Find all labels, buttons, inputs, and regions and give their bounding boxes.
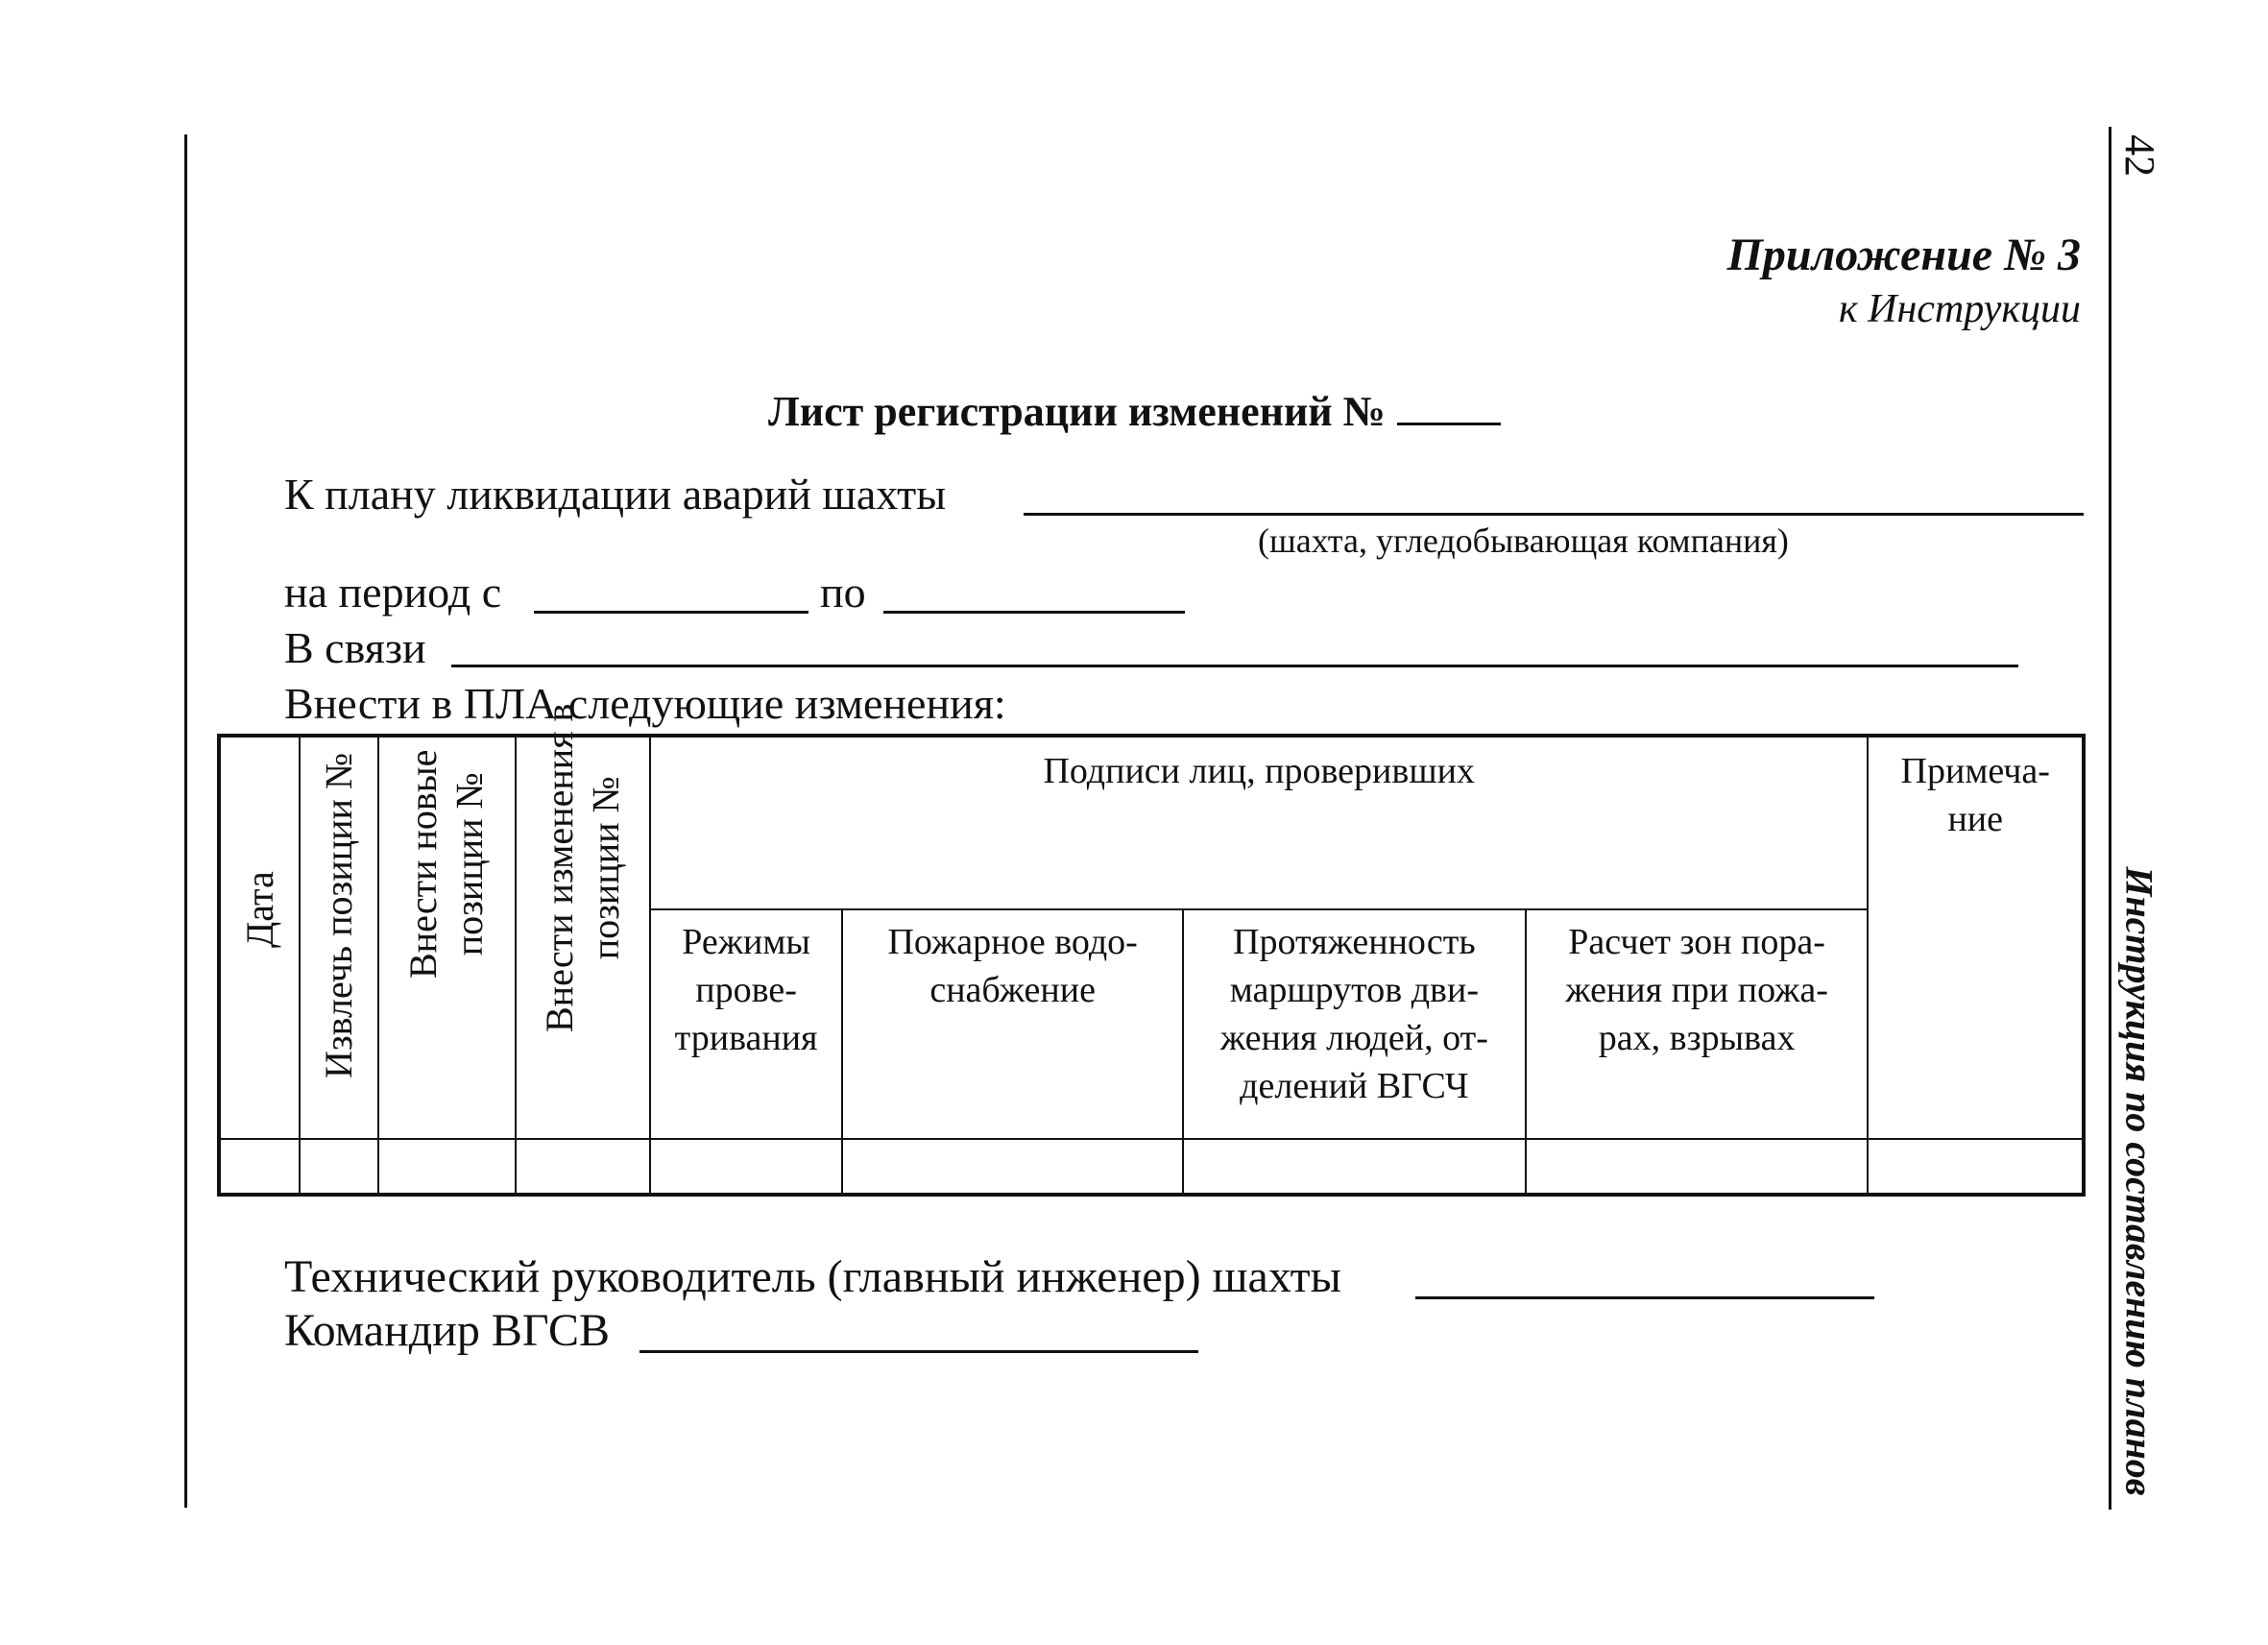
col-remove-label: Извлечь позиции № — [317, 752, 361, 1078]
cell-zones[interactable] — [1526, 1139, 1869, 1195]
col-note-line1: Примеча- — [1900, 751, 2050, 791]
sheet-number-blank[interactable] — [1397, 388, 1501, 425]
reason-label: В связи — [284, 623, 426, 672]
page-number: 42 — [2116, 134, 2163, 177]
zones-line3: рах, взрывах — [1598, 1017, 1796, 1058]
period-to-label: по — [820, 568, 866, 617]
col-ventilation-header — [650, 909, 842, 1139]
col-modify-line2: позиции № — [583, 776, 627, 960]
ventilation-line1: Режимы — [682, 921, 810, 962]
plan-label: К плану ликвидации аварий шахты — [284, 470, 947, 519]
commander-label: Командир ВГСВ — [284, 1305, 611, 1356]
col-water-header — [842, 909, 1183, 1139]
tech-director-signature-line[interactable] — [1415, 1296, 1874, 1299]
col-zones-header — [1526, 909, 1869, 1139]
appendix-title: Приложение № 3 — [1726, 230, 2081, 280]
cell-modify[interactable] — [516, 1139, 650, 1195]
col-note-header — [1868, 736, 2084, 1139]
col-add-line1: Внести новые — [401, 749, 446, 979]
col-add-label — [400, 749, 493, 978]
left-margin-line — [184, 134, 187, 1508]
zones-line2: жения при пожа- — [1565, 969, 1828, 1010]
tech-director-label: Технический руководитель (главный инженер) шахты — [284, 1251, 1341, 1302]
col-modify-header — [516, 703, 650, 1139]
table-row — [219, 1139, 2084, 1195]
cell-routes[interactable] — [1183, 1139, 1526, 1195]
routes-line1: Протяженность — [1233, 921, 1476, 962]
reason-field-line[interactable] — [451, 665, 2018, 667]
col-add-header — [378, 736, 515, 1139]
right-margin-line — [2109, 127, 2111, 1510]
signatures-group-header: Подписи лиц, проверивших — [650, 736, 1869, 909]
ventilation-line3: тривания — [674, 1017, 818, 1058]
period-from-label: на период с — [284, 568, 502, 617]
plan-hint: (шахта, угледобывающая компания) — [1258, 521, 1789, 560]
spine-title: Инструкция по составлению планов — [2117, 866, 2161, 1496]
col-modify-line1: Внести изменения в — [537, 703, 581, 1032]
col-routes-header — [1183, 909, 1526, 1139]
routes-line4: делений ВГСЧ — [1240, 1065, 1469, 1106]
sheet-title — [768, 387, 1501, 436]
zones-line1: Расчет зон пора- — [1568, 921, 1825, 962]
water-line2: снабжение — [929, 969, 1096, 1010]
cell-note[interactable] — [1868, 1139, 2084, 1195]
routes-line2: маршрутов дви- — [1229, 969, 1479, 1010]
changes-label: Внести в ПЛА следующие изменения: — [284, 679, 1006, 728]
col-note-line2: ние — [1947, 799, 2004, 839]
routes-line3: жения людей, от- — [1219, 1017, 1488, 1058]
period-from-field-line[interactable] — [534, 611, 808, 614]
cell-add[interactable] — [378, 1139, 515, 1195]
appendix-subtitle: к Инструкции — [1838, 287, 2081, 331]
period-to-field-line[interactable] — [883, 611, 1185, 614]
col-date-label: Дата — [237, 871, 281, 948]
ventilation-line2: прове- — [695, 969, 797, 1010]
cell-water[interactable] — [842, 1139, 1183, 1195]
cell-ventilation[interactable] — [650, 1139, 842, 1195]
col-add-line2: позиции № — [447, 772, 492, 956]
water-line1: Пожарное водо- — [887, 921, 1138, 962]
cell-remove[interactable] — [300, 1139, 378, 1195]
col-modify-label — [537, 703, 629, 1031]
plan-field-line[interactable] — [1024, 513, 2084, 516]
cell-date[interactable] — [219, 1139, 300, 1195]
col-date-header — [219, 736, 300, 1139]
col-remove-header — [300, 736, 378, 1139]
commander-signature-line[interactable] — [639, 1350, 1198, 1353]
sheet-title-text: Лист регистрации изменений № — [768, 388, 1386, 435]
